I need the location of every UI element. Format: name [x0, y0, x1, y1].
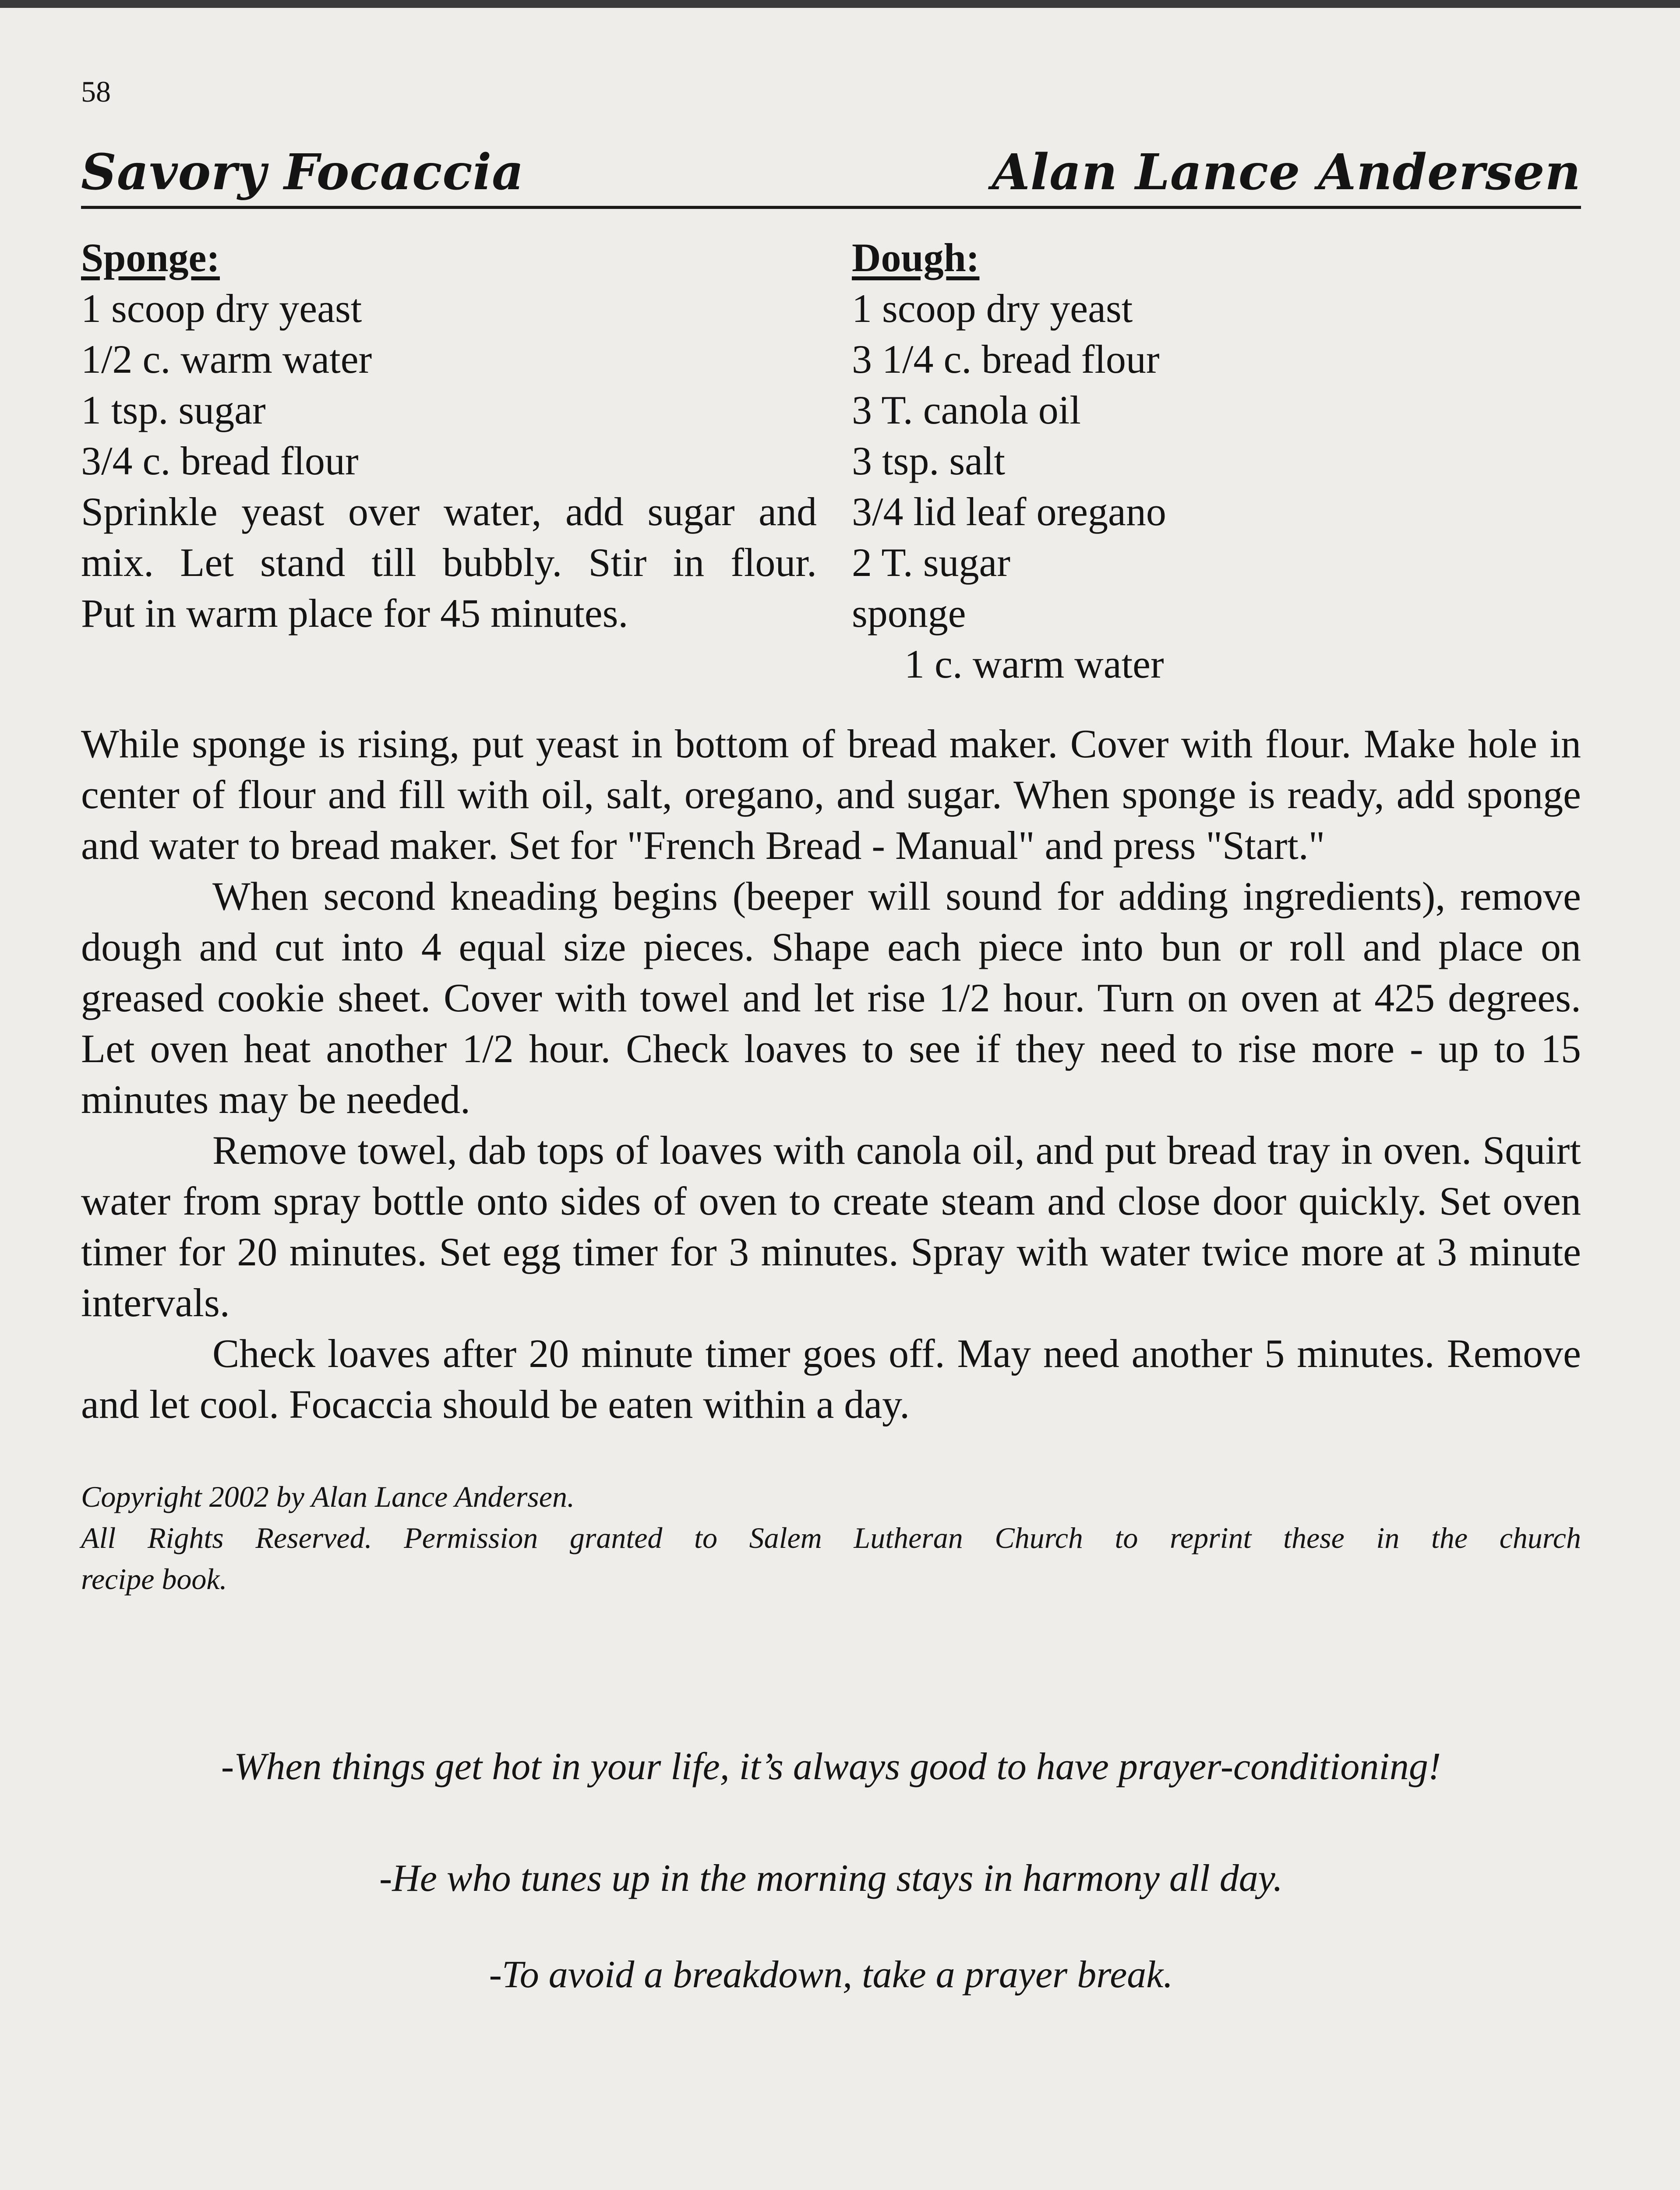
recipe-title: Savory Focaccia [81, 144, 524, 201]
direction-paragraph: While sponge is rising, put yeast in bottom of bread maker. Cover with flour. Make hole in center of flour and fill with oil, salt, oregano, and sugar. When sponge is ready, add sponge and water to bread maker. Set for "French Bread - Manual" and press "Start." [81, 721, 1581, 868]
sponge-instruction-line: Put in warm place for 45 minutes. [81, 591, 628, 636]
saying: -He who tunes up in the morning stays in harmony all day. [379, 1857, 1283, 1900]
copyright-line: recipe book. [81, 1562, 227, 1596]
ingredient-item: 1 scoop dry yeast [81, 286, 362, 331]
saying: -When things get hot in your life, it’s always good to have prayer-conditioning! [221, 1745, 1441, 1788]
ingredient-item: 1/2 c. warm water [81, 337, 372, 381]
saying: -To avoid a breakdown, take a prayer break. [489, 1953, 1173, 1996]
ingredient-item: 2 T. sugar [852, 540, 1010, 585]
ingredient-item: 3/4 c. bread flour [81, 438, 359, 483]
page-number: 58 [81, 75, 111, 108]
ingredient-item: 1 c. warm water [904, 642, 1164, 686]
direction-paragraph: Remove towel, dab tops of loaves with canola oil, and put bread tray in oven. Squirt water from spray bottle onto sides of oven to create steam and close door quickly. Set oven timer for 20 minutes. Set egg timer for 3 minutes. Spray with water twice more at 3 minute intervals. [81, 1128, 1581, 1325]
ingredient-item: 3/4 lid leaf oregano [852, 489, 1166, 534]
direction-paragraph: When second kneading begins (beeper will sound for adding ingredients), remove dough and cut into 4 equal size pieces. Shape each piece into bun or roll and place on greased cookie sheet. Cover with towel and let rise 1/2 hour. Turn on oven at 425 degrees. Let oven heat another 1/2 hour. Check loaves to see if they need to rise more - up to 15 minutes may be needed. [81, 874, 1581, 1122]
ingredient-item: sponge [852, 591, 966, 636]
ingredient-item: 1 tsp. sugar [81, 388, 266, 432]
sponge-section [81, 232, 817, 639]
ingredient-item: 3 tsp. salt [852, 438, 1006, 483]
sponge-instruction-line: mix. Let stand till bubbly. Stir in flour. [81, 540, 817, 585]
ingredient-item: 3 T. canola oil [852, 388, 1081, 432]
author-name: Alan Lance Andersen [992, 144, 1581, 201]
dough-heading: Dough: [852, 235, 980, 280]
ingredient-item: 1 scoop dry yeast [852, 286, 1133, 331]
copyright-line: Copyright 2002 by Alan Lance Andersen. [81, 1480, 575, 1513]
direction-paragraph: Check loaves after 20 minute timer goes off. May need another 5 minutes. Remove and let cool. Focaccia should be eaten within a day. [81, 1331, 1581, 1427]
ingredient-item: 3 1/4 c. bread flour [852, 337, 1160, 381]
directions [81, 718, 1581, 1430]
sponge-instruction-line: Sprinkle yeast over water, add sugar and [81, 489, 817, 534]
sponge-instructions [81, 486, 817, 639]
sponge-heading: Sponge: [81, 235, 220, 280]
copyright-notice [81, 1476, 1581, 1600]
page-top-edge [0, 0, 1680, 8]
recipe-header [81, 145, 1581, 209]
dough-section [852, 232, 1355, 689]
copyright-line: All Rights Reserved. Permission granted to Salem Lutheran Church to reprint these in the church [81, 1521, 1581, 1554]
